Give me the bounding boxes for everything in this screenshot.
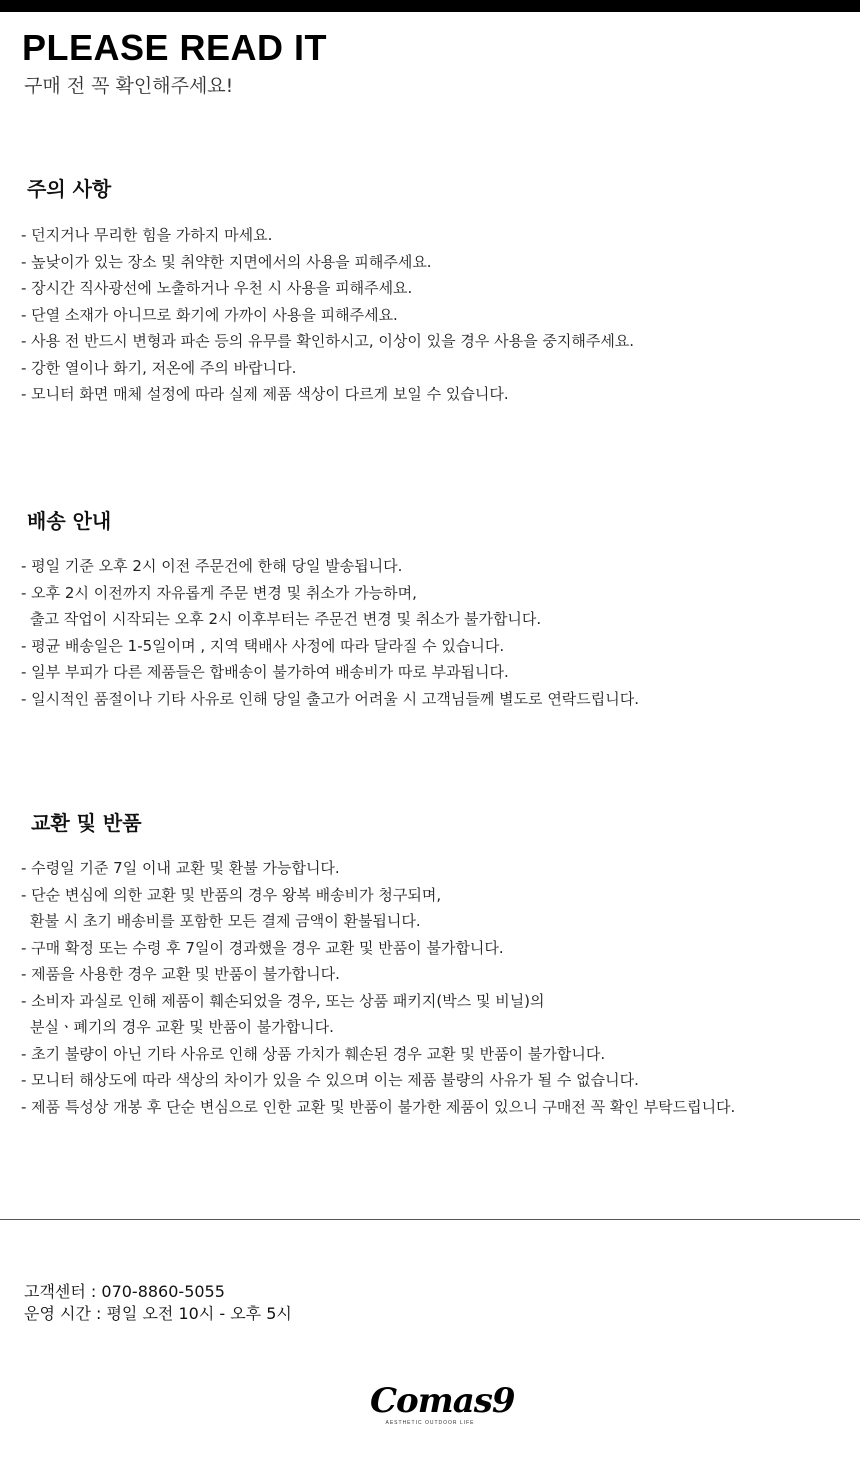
customer-service-info [24, 1281, 292, 1325]
list-item: 출고 작업이 시작되는 오후 2시 이후부터는 주문건 변경 및 취소가 불가합니다. [30, 610, 542, 628]
list-item: - 오후 2시 이전까지 자유롭게 주문 변경 및 취소가 가능하며, [21, 583, 417, 602]
customer-service-hours: 운영 시간 : 평일 오전 10시 - 오후 5시 [24, 1304, 292, 1323]
list-item: - 제품 특성상 개봉 후 단순 변심으로 인한 교환 및 반품이 불가한 제품이 있으니 구매전 꼭 확인 부탁드립니다. [21, 1097, 736, 1116]
list-item: - 강한 열이나 화기, 저온에 주의 바랍니다. [21, 358, 297, 377]
list-item: - 초기 불량이 아닌 기타 사유로 인해 상품 가치가 훼손된 경우 교환 및 반품이 불가합니다. [21, 1044, 606, 1063]
list-item: - 단열 소재가 아니므로 화기에 가까이 사용을 피해주세요. [21, 305, 398, 324]
returns-list [21, 855, 735, 1120]
top-bar [0, 0, 860, 12]
page-subtitle: 구매 전 꼭 확인해주세요! [24, 75, 234, 97]
list-item: - 모니터 화면 매체 설정에 따라 실제 제품 색상이 다르게 보일 수 있습니다. [21, 385, 509, 403]
list-item: - 구매 확정 또는 수령 후 7일이 경과했을 경우 교환 및 반품이 불가합니다. [21, 938, 504, 957]
list-item: 환불 시 초기 배송비를 포함한 모든 결제 금액이 환불됩니다. [30, 912, 421, 930]
page-title: PLEASE READ IT [22, 27, 328, 68]
list-item: 분실ㆍ폐기의 경우 교환 및 반품이 불가합니다. [30, 1018, 334, 1036]
list-item: - 제품을 사용한 경우 교환 및 반품이 불가합니다. [21, 965, 340, 983]
list-item: - 높낮이가 있는 장소 및 취약한 지면에서의 사용을 피해주세요. [21, 252, 432, 271]
list-item: - 단순 변심에 의한 교환 및 반품의 경우 왕복 배송비가 청구되며, [21, 885, 442, 904]
list-item: - 평균 배송일은 1-5일이며 , 지역 택배사 사정에 따라 달라질 수 있습니다. [21, 636, 505, 655]
list-item: - 모니터 해상도에 따라 색상의 차이가 있을 수 있으며 이는 제품 불량의 사유가 될 수 없습니다. [21, 1071, 639, 1089]
brand-tagline: AESTHETIC OUTDOOR LIFE [385, 1420, 475, 1426]
list-item: - 던지거나 무리한 힘을 가하지 마세요. [21, 226, 273, 244]
list-item: - 사용 전 반드시 변형과 파손 등의 유무를 확인하시고, 이상이 있을 경우 사용을 중지해주세요. [21, 332, 635, 350]
brand-logo [370, 1380, 515, 1440]
customer-service-phone: 고객센터 : 070-8860-5055 [24, 1282, 225, 1301]
section-heading-returns: 교환 및 반품 [31, 811, 142, 835]
shipping-list [21, 553, 639, 712]
list-item: - 일부 부피가 다른 제품들은 합배송이 불가하여 배송비가 따로 부과됩니다. [21, 663, 509, 681]
list-item: - 일시적인 품절이나 기타 사유로 인해 당일 출고가 어려울 시 고객님들께 별도로 연락드립니다. [21, 689, 640, 708]
section-heading-shipping: 배송 안내 [27, 509, 112, 533]
list-item: - 수령일 기준 7일 이내 교환 및 환불 가능합니다. [21, 859, 340, 877]
list-item: - 소비자 과실로 인해 제품이 훼손되었을 경우, 또는 상품 패키지(박스 및 비닐)의 [21, 991, 545, 1010]
list-item: - 평일 기준 오후 2시 이전 주문건에 한해 당일 발송됩니다. [21, 557, 403, 575]
caution-list [21, 222, 634, 408]
section-heading-caution: 주의 사항 [27, 177, 112, 201]
list-item: - 장시간 직사광선에 노출하거나 우천 시 사용을 피해주세요. [21, 279, 413, 297]
brand-logo-text: Comas9 [370, 1381, 515, 1421]
divider [0, 1219, 860, 1220]
